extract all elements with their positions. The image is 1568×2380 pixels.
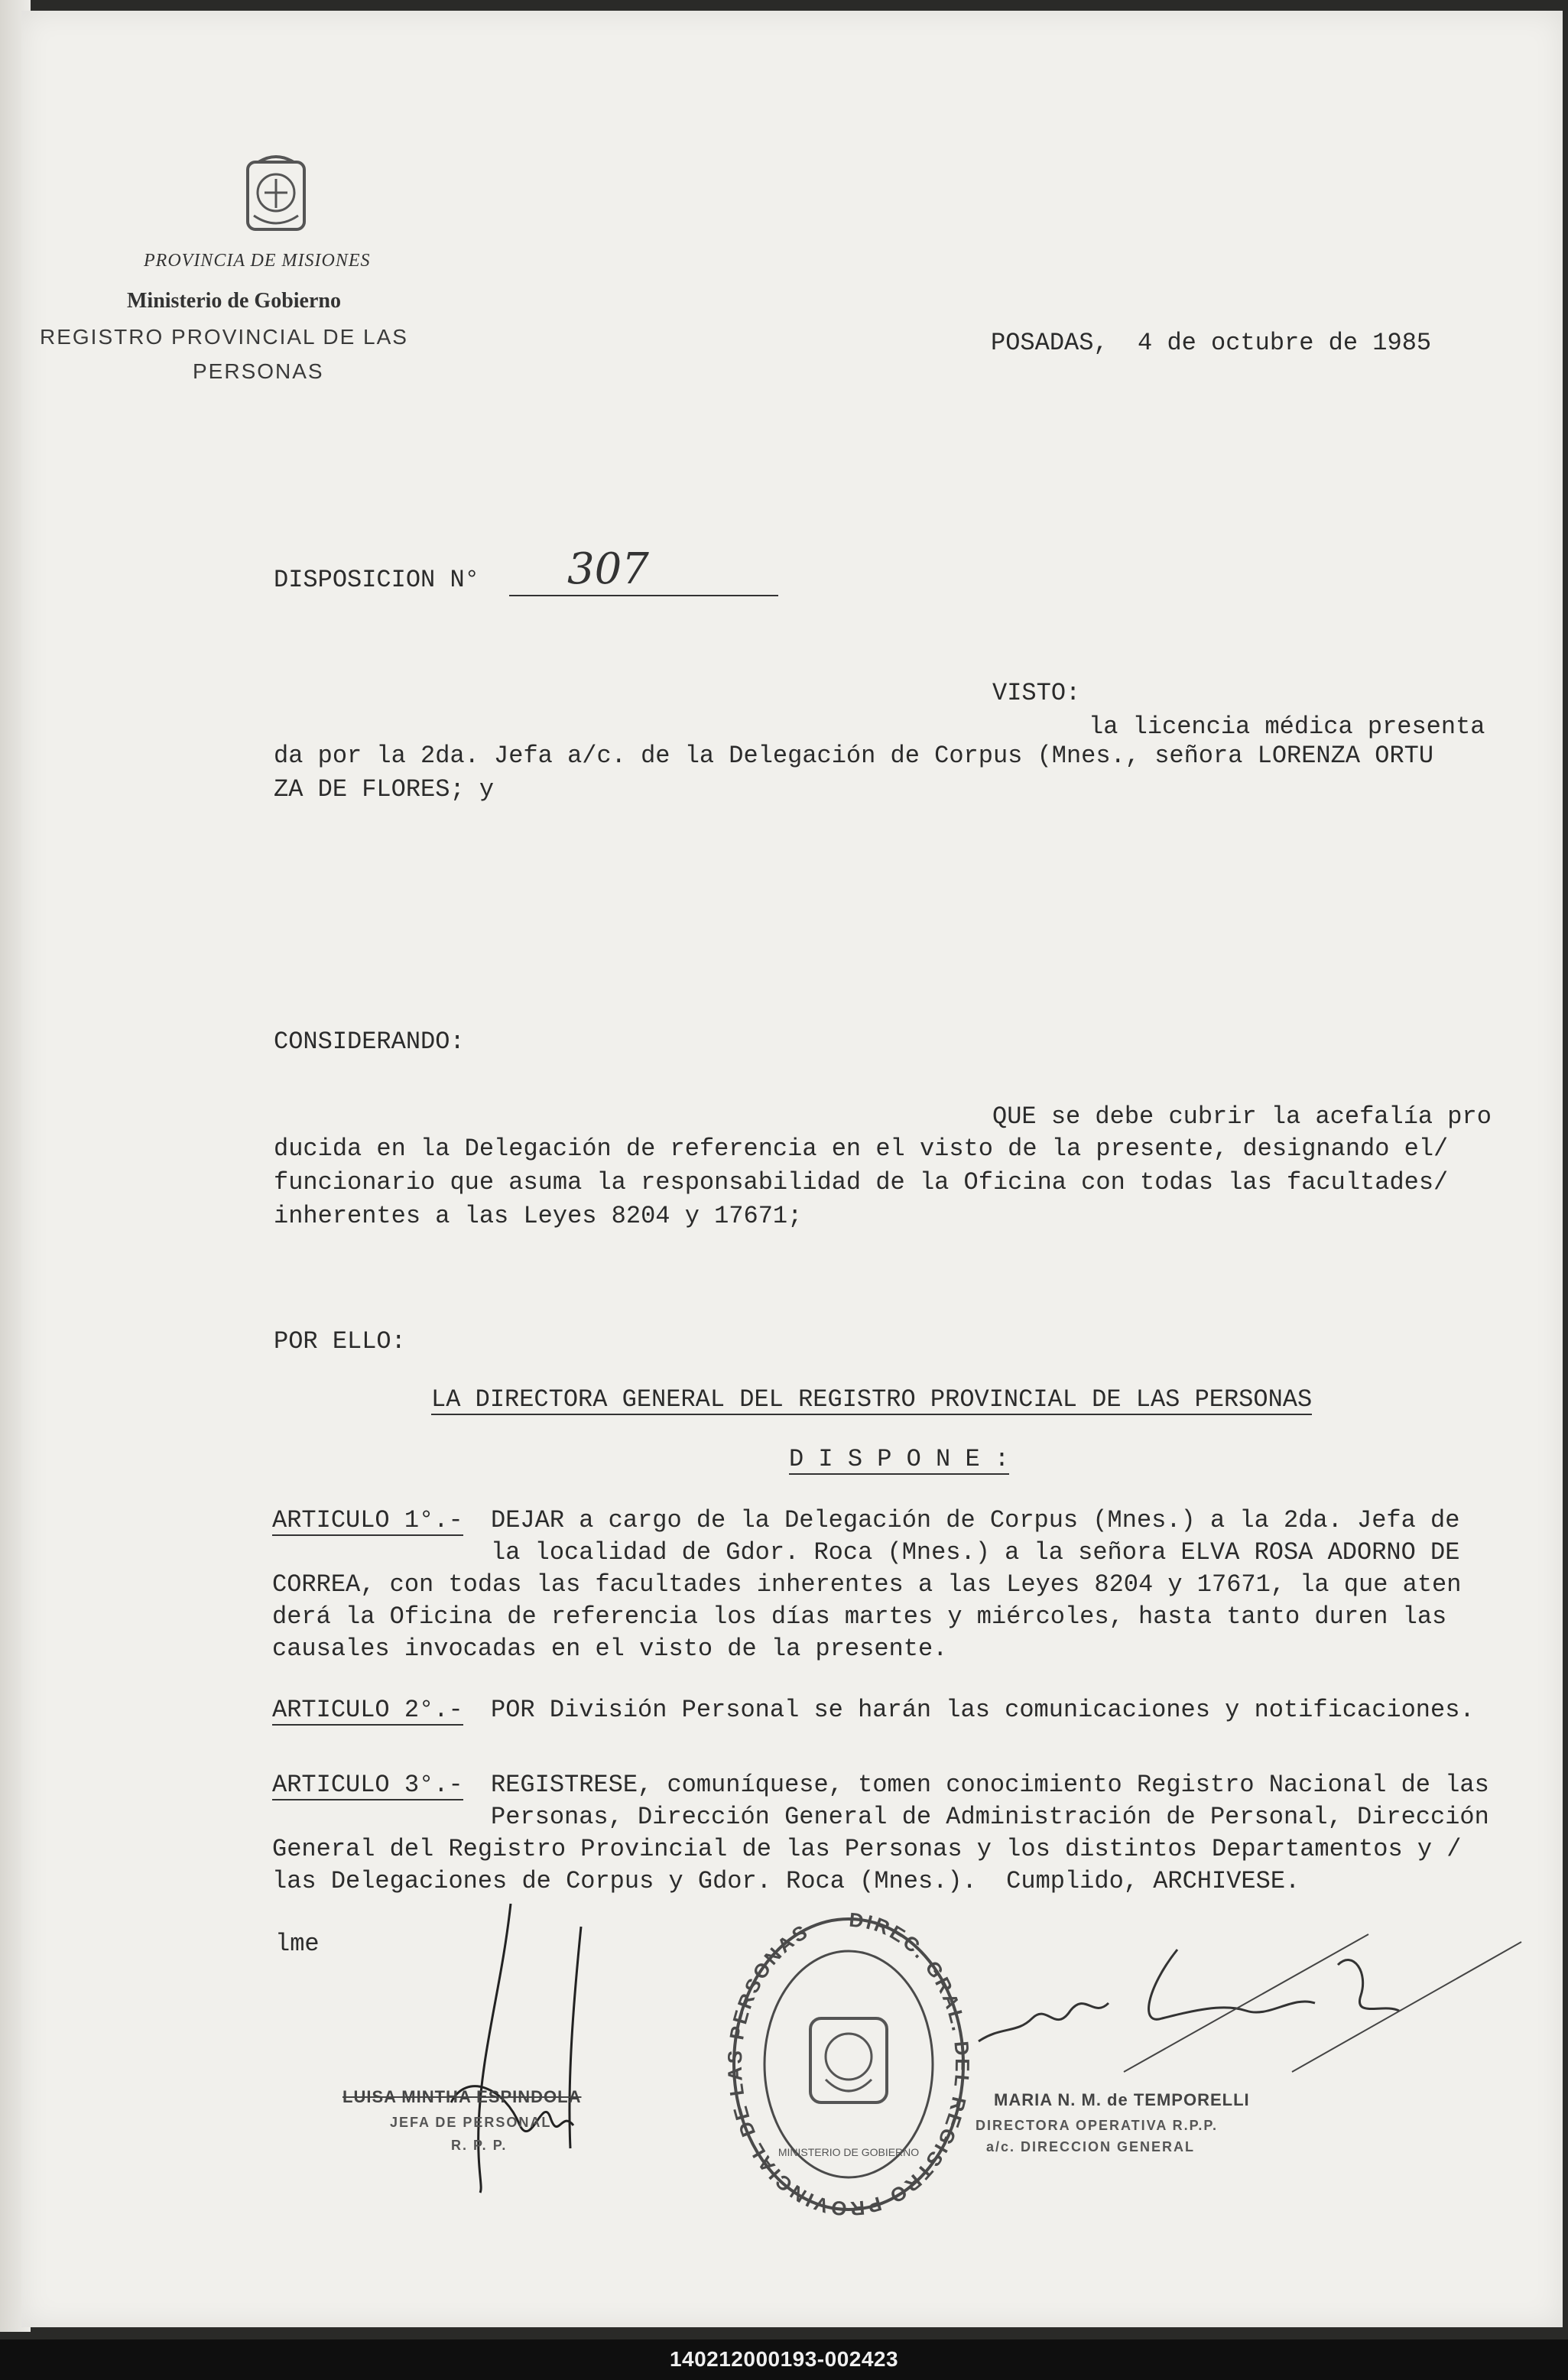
article-1-line: causales invocadas en el visto de la presente. xyxy=(272,1635,948,1663)
article-1-line: DEJAR a cargo de la Delegación de Corpus (Mnes.) a la 2da. Jefa de xyxy=(491,1506,1460,1534)
article-1-line: CORREA, con todas las facultades inherentes a las Leyes 8204 y 17671, la que aten xyxy=(272,1570,1462,1599)
por-ello-heading: POR ELLO: xyxy=(274,1327,406,1356)
article-3-line: REGISTRESE, comuníquese, tomen conocimiento Registro Nacional de las xyxy=(491,1771,1489,1799)
article-3-line: General del Registro Provincial de las Personas y los distintos Departamentos y / xyxy=(272,1835,1462,1863)
coat-of-arms-icon xyxy=(243,154,309,234)
considerando-line: inherentes a las Leyes 8204 y 17671; xyxy=(274,1202,803,1230)
visto-line: la licencia médica presenta xyxy=(1089,713,1485,741)
place-and-date: POSADAS, 4 de octubre de 1985 xyxy=(991,329,1432,357)
right-signature xyxy=(971,1919,1537,2118)
ministry-name: Ministerio de Gobierno xyxy=(127,289,341,313)
registry-name-line1: REGISTRO PROVINCIAL DE LAS xyxy=(40,325,408,349)
visto-line: ZA DE FLORES; y xyxy=(274,775,495,804)
left-signatory-name: LUISA MINTHA ESPINDOLA xyxy=(342,2087,582,2106)
province-name: PROVINCIA DE MISIONES xyxy=(144,251,371,271)
dispone-heading: D I S P O N E : xyxy=(789,1445,1010,1473)
disposition-label: DISPOSICION N° xyxy=(274,566,479,594)
right-signatory-role: DIRECTORA OPERATIVA R.P.P. xyxy=(976,2118,1219,2133)
typist-initials: lme xyxy=(275,1930,320,1958)
left-signatory-org: R. P. P. xyxy=(451,2138,508,2153)
official-seal xyxy=(719,1904,979,2217)
article-1-line: la localidad de Gdor. Roca (Mnes.) a la señora ELVA ROSA ADORNO DE xyxy=(491,1538,1460,1567)
archive-id: 140212000193-002423 xyxy=(669,2347,899,2371)
considerando-line: QUE se debe cubrir la acefalía pro xyxy=(992,1102,1492,1131)
considerando-heading: CONSIDERANDO: xyxy=(274,1028,465,1056)
seal-ring-text: DIREC. GRAL. DEL REGISTRO PROVINCIAL DE LAS PERSONAS xyxy=(722,1908,975,2217)
right-signatory-org: a/c. DIRECCION GENERAL xyxy=(986,2139,1196,2154)
article-2-line: POR División Personal se harán las comunicaciones y notificaciones. xyxy=(491,1696,1475,1724)
article-2-label: ARTICULO 2°.- xyxy=(272,1696,463,1724)
right-signatory-name: MARIA N. M. de TEMPORELLI xyxy=(994,2090,1250,2109)
issuing-authority: LA DIRECTORA GENERAL DEL REGISTRO PROVINCIAL DE LAS PERSONAS xyxy=(431,1385,1313,1414)
seal-emblem-icon xyxy=(810,2018,887,2102)
considerando-line: ducida en la Delegación de referencia en el visto de la presente, designando el/ xyxy=(274,1135,1449,1163)
article-1-line: derá la Oficina de referencia los días martes y miércoles, hasta tanto duren las xyxy=(272,1602,1447,1631)
disposition-number: 307 xyxy=(567,544,649,594)
left-signatory-role: JEFA DE PERSONAL xyxy=(390,2115,552,2130)
article-3-label: ARTICULO 3°.- xyxy=(272,1771,463,1799)
considerando-line: funcionario que asuma la responsabilidad de la Oficina con todas las facultades/ xyxy=(274,1168,1449,1196)
article-1-label: ARTICULO 1°.- xyxy=(272,1506,463,1534)
article-3-line: las Delegaciones de Corpus y Gdor. Roca (Mnes.). Cumplido, ARCHIVESE. xyxy=(272,1867,1300,1895)
seal-inner-text: MINISTERIO DE GOBIERNO xyxy=(778,2146,920,2158)
article-3-line: Personas, Dirección General de Administración de Personal, Dirección xyxy=(491,1803,1489,1831)
registry-name-line2: PERSONAS xyxy=(193,359,324,383)
visto-line: da por la 2da. Jefa a/c. de la Delegación de Corpus (Mnes., señora LORENZA ORTU xyxy=(274,742,1434,770)
visto-heading: VISTO: xyxy=(992,679,1081,707)
disposition-number-line xyxy=(509,595,778,596)
